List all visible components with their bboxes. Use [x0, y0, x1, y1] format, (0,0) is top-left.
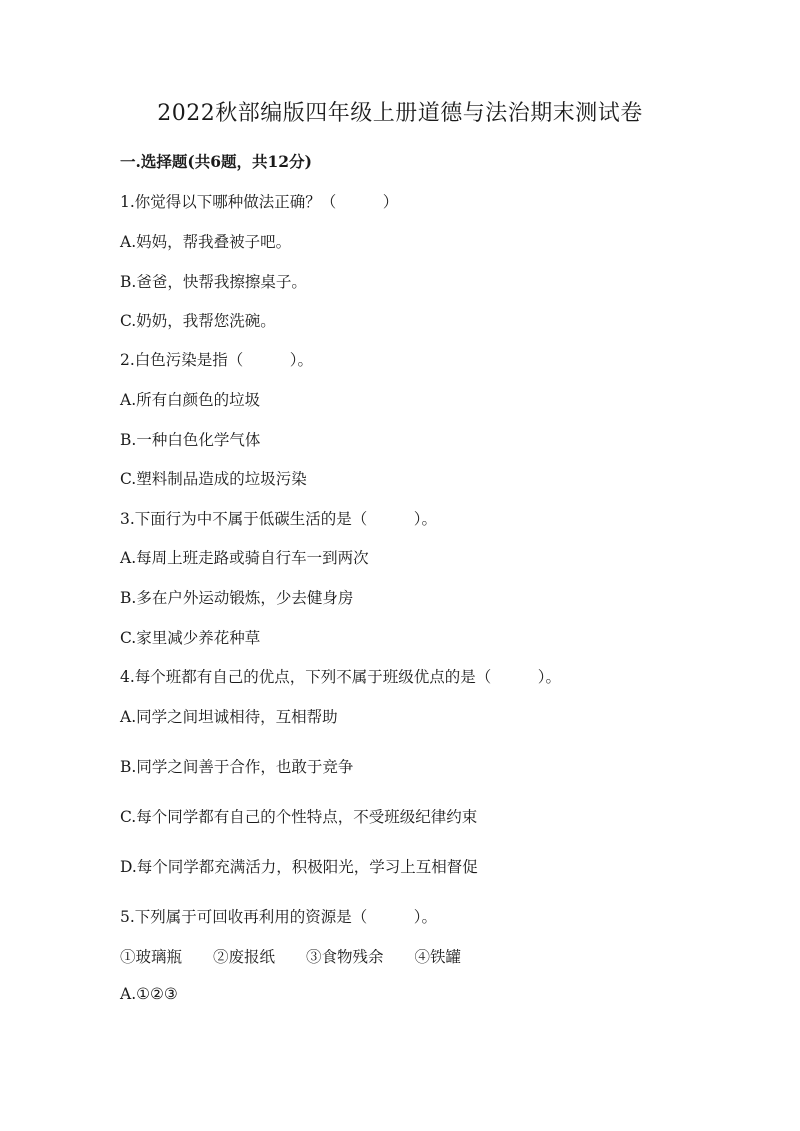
option-2c: C.塑料制品造成的垃圾污染: [120, 470, 307, 488]
option-3c: C.家里减少养花种草: [120, 629, 261, 647]
section-heading: 一.选择题(共6题，共12分): [120, 152, 312, 171]
page-title: 2022秋部编版四年级上册道德与法治期末测试卷: [157, 101, 643, 126]
question-1: 1.你觉得以下哪种做法正确？（ ）: [120, 193, 399, 211]
question-5-items: ①玻璃瓶 ②废报纸 ③食物残余 ④铁罐: [120, 948, 462, 966]
option-3b: B.多在户外运动锻炼，少去健身房: [120, 589, 354, 607]
question-2: 2.白色污染是指（ ）。: [120, 351, 314, 369]
option-2b: B.一种白色化学气体: [120, 431, 261, 449]
option-1c: C.奶奶，我帮您洗碗。: [120, 312, 276, 330]
option-5a: A.①②③: [120, 985, 178, 1003]
option-4b: B.同学之间善于合作，也敢于竞争: [120, 758, 354, 776]
option-3a: A.每周上班走路或骑自行车一到两次: [120, 549, 369, 567]
option-4c: C.每个同学都有自己的个性特点，不受班级纪律约束: [120, 808, 478, 826]
question-4: 4.每个班都有自己的优点，下列不属于班级优点的是（ ）。: [120, 668, 562, 686]
option-2a: A.所有白颜色的垃圾: [120, 391, 261, 409]
option-1b: B.爸爸，快帮我擦擦桌子。: [120, 273, 307, 291]
option-4a: A.同学之间坦诚相待，互相帮助: [120, 708, 338, 726]
option-4d: D.每个同学都充满活力，积极阳光，学习上互相督促: [120, 858, 478, 876]
option-1a: A.妈妈，帮我叠被子吧。: [120, 233, 292, 251]
question-5: 5.下列属于可回收再利用的资源是（ ）。: [120, 908, 438, 926]
question-3: 3.下面行为中不属于低碳生活的是（ ）。: [120, 510, 438, 528]
